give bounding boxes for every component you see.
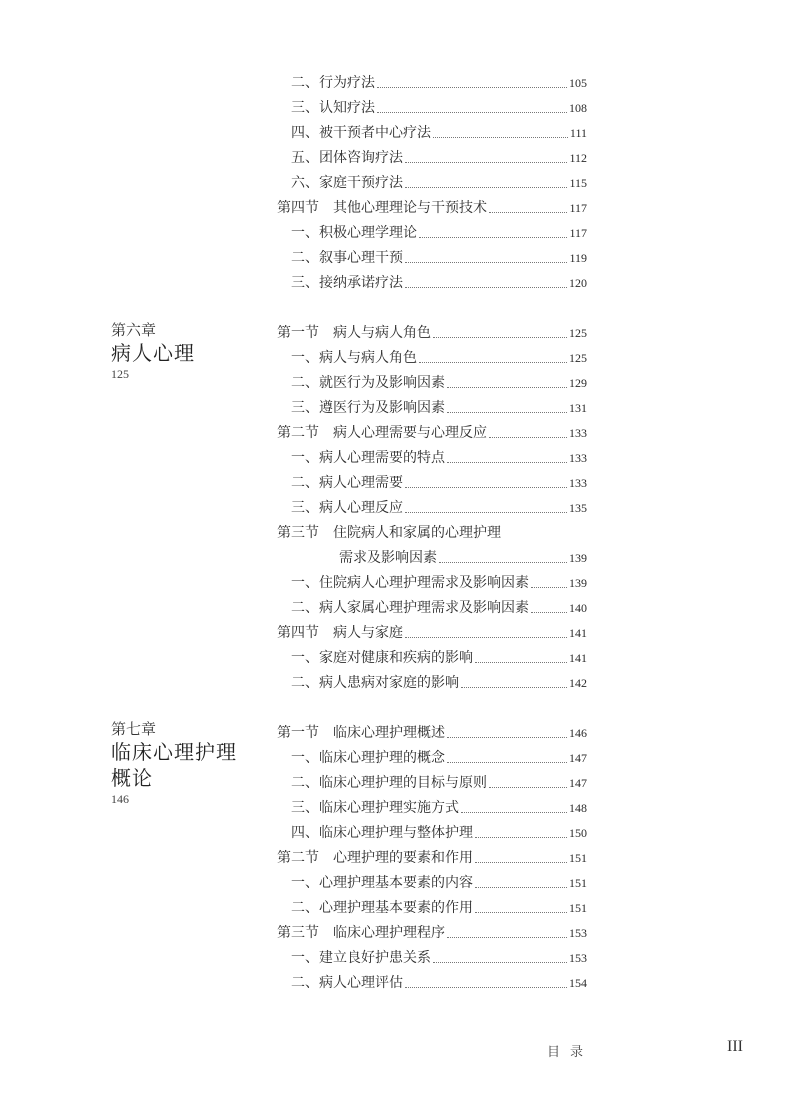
toc-section[interactable] bbox=[277, 420, 587, 442]
toc-page-number: 153 bbox=[569, 926, 587, 940]
dot-leader bbox=[475, 662, 567, 663]
toc-entry-title: 二、病人心理评估 bbox=[291, 975, 403, 991]
toc-item[interactable] bbox=[277, 645, 587, 667]
toc-page-number: 117 bbox=[569, 201, 587, 215]
dot-leader bbox=[433, 337, 567, 338]
dot-leader bbox=[461, 812, 567, 813]
toc-page-number: 120 bbox=[569, 276, 587, 290]
toc-entry-title: 三、病人心理反应 bbox=[291, 500, 403, 516]
toc-entry-title: 三、接纳承诺疗法 bbox=[291, 275, 403, 291]
toc-section-number: 第二节 bbox=[277, 425, 319, 441]
toc-page-number: 139 bbox=[569, 576, 587, 590]
toc-entry-title: 二、行为疗法 bbox=[291, 75, 375, 91]
toc-entry-title: 临床心理护理程序 bbox=[333, 925, 445, 941]
toc-entry-title: 二、病人患病对家庭的影响 bbox=[291, 675, 459, 691]
toc-page-number: 133 bbox=[569, 426, 587, 440]
toc-page-number: 146 bbox=[569, 726, 587, 740]
toc-item[interactable] bbox=[277, 895, 587, 917]
toc-page-number: 154 bbox=[569, 976, 587, 990]
toc-entry-title: 一、建立良好护患关系 bbox=[291, 950, 431, 966]
toc-item[interactable] bbox=[277, 670, 587, 692]
toc-page-number: 133 bbox=[569, 476, 587, 490]
toc-section-number: 第一节 bbox=[277, 725, 319, 741]
toc-item[interactable] bbox=[277, 470, 587, 492]
toc-entry-title: 住院病人和家属的心理护理 bbox=[333, 525, 501, 541]
dot-leader bbox=[405, 262, 567, 263]
toc-entry-title: 一、心理护理基本要素的内容 bbox=[291, 875, 473, 891]
toc-page-number: 115 bbox=[569, 176, 587, 190]
toc-entry-title: 二、病人家属心理护理需求及影响因素 bbox=[291, 600, 529, 616]
toc-page-number: 151 bbox=[569, 851, 587, 865]
toc-page-number: 141 bbox=[569, 626, 587, 640]
toc-page-number: 147 bbox=[569, 751, 587, 765]
toc-section-number: 第四节 bbox=[277, 625, 319, 641]
chapter-title-line: 病人心理 bbox=[111, 341, 195, 365]
toc-item[interactable] bbox=[277, 370, 587, 392]
toc-page-number: 133 bbox=[569, 451, 587, 465]
toc-section-continuation[interactable] bbox=[277, 545, 587, 567]
dot-leader bbox=[475, 837, 567, 838]
toc-item[interactable] bbox=[277, 220, 587, 242]
toc-page-number: 111 bbox=[569, 126, 587, 140]
toc-entry-title: 一、积极心理学理论 bbox=[291, 225, 417, 241]
dot-leader bbox=[405, 512, 567, 513]
dot-leader bbox=[377, 87, 567, 88]
dot-leader bbox=[405, 637, 567, 638]
toc-section[interactable] bbox=[277, 845, 587, 867]
toc-section[interactable] bbox=[277, 320, 587, 342]
toc-page-number: 151 bbox=[569, 901, 587, 915]
dot-leader bbox=[489, 212, 567, 213]
chapter-6-heading bbox=[111, 320, 261, 382]
toc-section[interactable] bbox=[277, 620, 587, 642]
toc-page-number: 135 bbox=[569, 501, 587, 515]
toc-section[interactable] bbox=[277, 720, 587, 742]
toc-entry-title: 二、心理护理基本要素的作用 bbox=[291, 900, 473, 916]
toc-item[interactable] bbox=[277, 395, 587, 417]
chapter-number: 第六章 bbox=[111, 321, 157, 339]
dot-leader bbox=[447, 762, 567, 763]
toc-page-number: 108 bbox=[569, 101, 587, 115]
dot-leader bbox=[475, 887, 567, 888]
dot-leader bbox=[475, 912, 567, 913]
toc-item[interactable] bbox=[277, 570, 587, 592]
chapter-title bbox=[111, 340, 261, 366]
toc-item[interactable] bbox=[277, 495, 587, 517]
dot-leader bbox=[531, 612, 567, 613]
dot-leader bbox=[433, 962, 567, 963]
toc-page-number: 119 bbox=[569, 251, 587, 265]
toc-item[interactable] bbox=[277, 595, 587, 617]
toc-page-number: 148 bbox=[569, 801, 587, 815]
toc-page-number: 142 bbox=[569, 676, 587, 690]
footer-section-label: 目录 bbox=[547, 1045, 594, 1060]
toc-entry-title: 临床心理护理概述 bbox=[333, 725, 445, 741]
toc-item[interactable] bbox=[277, 745, 587, 767]
toc-item[interactable] bbox=[277, 270, 587, 292]
chapter-page: 146 bbox=[111, 792, 129, 806]
toc-page-number: 125 bbox=[569, 326, 587, 340]
toc-entry-title: 三、临床心理护理实施方式 bbox=[291, 800, 459, 816]
toc-entry-title: 三、遵医行为及影响因素 bbox=[291, 400, 445, 416]
toc-item[interactable] bbox=[277, 120, 587, 142]
chapter-title bbox=[111, 739, 261, 791]
dot-leader bbox=[377, 112, 567, 113]
toc-section-number: 第二节 bbox=[277, 850, 319, 866]
toc-entry-title: 四、临床心理护理与整体护理 bbox=[291, 825, 473, 841]
toc-item[interactable] bbox=[277, 870, 587, 892]
toc-page-number: 151 bbox=[569, 876, 587, 890]
footer-page-number: III bbox=[727, 1038, 743, 1055]
toc-page-number: 147 bbox=[569, 776, 587, 790]
dot-leader bbox=[489, 437, 567, 438]
dot-leader bbox=[447, 937, 567, 938]
toc-entry-title: 二、临床心理护理的目标与原则 bbox=[291, 775, 487, 791]
dot-leader bbox=[447, 387, 567, 388]
toc-item[interactable] bbox=[277, 820, 587, 842]
toc-section-number: 第一节 bbox=[277, 325, 319, 341]
toc-item[interactable] bbox=[277, 245, 587, 267]
toc-page-number: 125 bbox=[569, 351, 587, 365]
toc-entry-title: 心理护理的要素和作用 bbox=[333, 850, 473, 866]
toc-page-number: 105 bbox=[569, 76, 587, 90]
dot-leader bbox=[461, 687, 567, 688]
toc-entry-title: 病人心理需要与心理反应 bbox=[333, 425, 487, 441]
dot-leader bbox=[405, 162, 567, 163]
toc-entry-title: 病人与家庭 bbox=[333, 625, 403, 641]
toc-section[interactable] bbox=[277, 520, 587, 542]
toc-entry-title: 六、家庭干预疗法 bbox=[291, 175, 403, 191]
toc-entry-title: 需求及影响因素 bbox=[339, 550, 437, 566]
toc-page-number: 117 bbox=[569, 226, 587, 240]
toc-section[interactable] bbox=[277, 920, 587, 942]
toc-section[interactable] bbox=[277, 195, 587, 217]
toc-item[interactable] bbox=[277, 970, 587, 992]
dot-leader bbox=[433, 137, 568, 138]
toc-item[interactable] bbox=[277, 95, 587, 117]
toc-page-number: 139 bbox=[569, 551, 587, 565]
toc-entry-title: 一、临床心理护理的概念 bbox=[291, 750, 445, 766]
toc-item[interactable] bbox=[277, 770, 587, 792]
toc-page-number: 112 bbox=[569, 151, 587, 165]
toc-entry-title: 二、叙事心理干预 bbox=[291, 250, 403, 266]
dot-leader bbox=[419, 362, 567, 363]
toc-entry-title: 一、病人与病人角色 bbox=[291, 350, 417, 366]
dot-leader bbox=[447, 462, 567, 463]
dot-leader bbox=[475, 862, 567, 863]
toc-item[interactable] bbox=[277, 145, 587, 167]
toc-section-number: 第三节 bbox=[277, 925, 319, 941]
toc-page-number: 140 bbox=[569, 601, 587, 615]
toc-entry-title: 一、家庭对健康和疾病的影响 bbox=[291, 650, 473, 666]
toc-item[interactable] bbox=[277, 445, 587, 467]
toc-entry-title: 五、团体咨询疗法 bbox=[291, 150, 403, 166]
toc-entry-title: 三、认知疗法 bbox=[291, 100, 375, 116]
chapter-7-heading bbox=[111, 719, 261, 807]
dot-leader bbox=[419, 237, 567, 238]
dot-leader bbox=[489, 787, 567, 788]
toc-item[interactable] bbox=[277, 345, 587, 367]
toc-entry-title: 二、病人心理需要 bbox=[291, 475, 403, 491]
toc-item[interactable] bbox=[277, 170, 587, 192]
toc-item[interactable] bbox=[277, 70, 587, 92]
toc-page-number: 150 bbox=[569, 826, 587, 840]
dot-leader bbox=[439, 562, 567, 563]
dot-leader bbox=[405, 487, 567, 488]
toc-entry-title: 二、就医行为及影响因素 bbox=[291, 375, 445, 391]
toc-entry-title: 其他心理理论与干预技术 bbox=[333, 200, 487, 216]
toc-entry-title: 病人与病人角色 bbox=[333, 325, 431, 341]
dot-leader bbox=[405, 187, 567, 188]
toc-section-number: 第三节 bbox=[277, 525, 319, 541]
dot-leader bbox=[447, 737, 567, 738]
toc-item[interactable] bbox=[277, 795, 587, 817]
dot-leader bbox=[405, 987, 567, 988]
chapter-title-line: 临床心理护理 bbox=[111, 740, 237, 764]
dot-leader bbox=[447, 412, 567, 413]
toc-entry-title: 四、被干预者中心疗法 bbox=[291, 125, 431, 141]
chapter-number: 第七章 bbox=[111, 720, 157, 738]
toc-page-number: 131 bbox=[569, 401, 587, 415]
toc-page-number: 141 bbox=[569, 651, 587, 665]
toc-entry-title: 一、病人心理需要的特点 bbox=[291, 450, 445, 466]
toc-section-number: 第四节 bbox=[277, 200, 319, 216]
toc-page-number: 129 bbox=[569, 376, 587, 390]
chapter-title-line: 概论 bbox=[111, 766, 153, 790]
dot-leader bbox=[531, 587, 567, 588]
toc-page-number: 153 bbox=[569, 951, 587, 965]
dot-leader bbox=[405, 287, 567, 288]
toc-entry-title: 一、住院病人心理护理需求及影响因素 bbox=[291, 575, 529, 591]
toc-item[interactable] bbox=[277, 945, 587, 967]
chapter-page: 125 bbox=[111, 367, 129, 381]
